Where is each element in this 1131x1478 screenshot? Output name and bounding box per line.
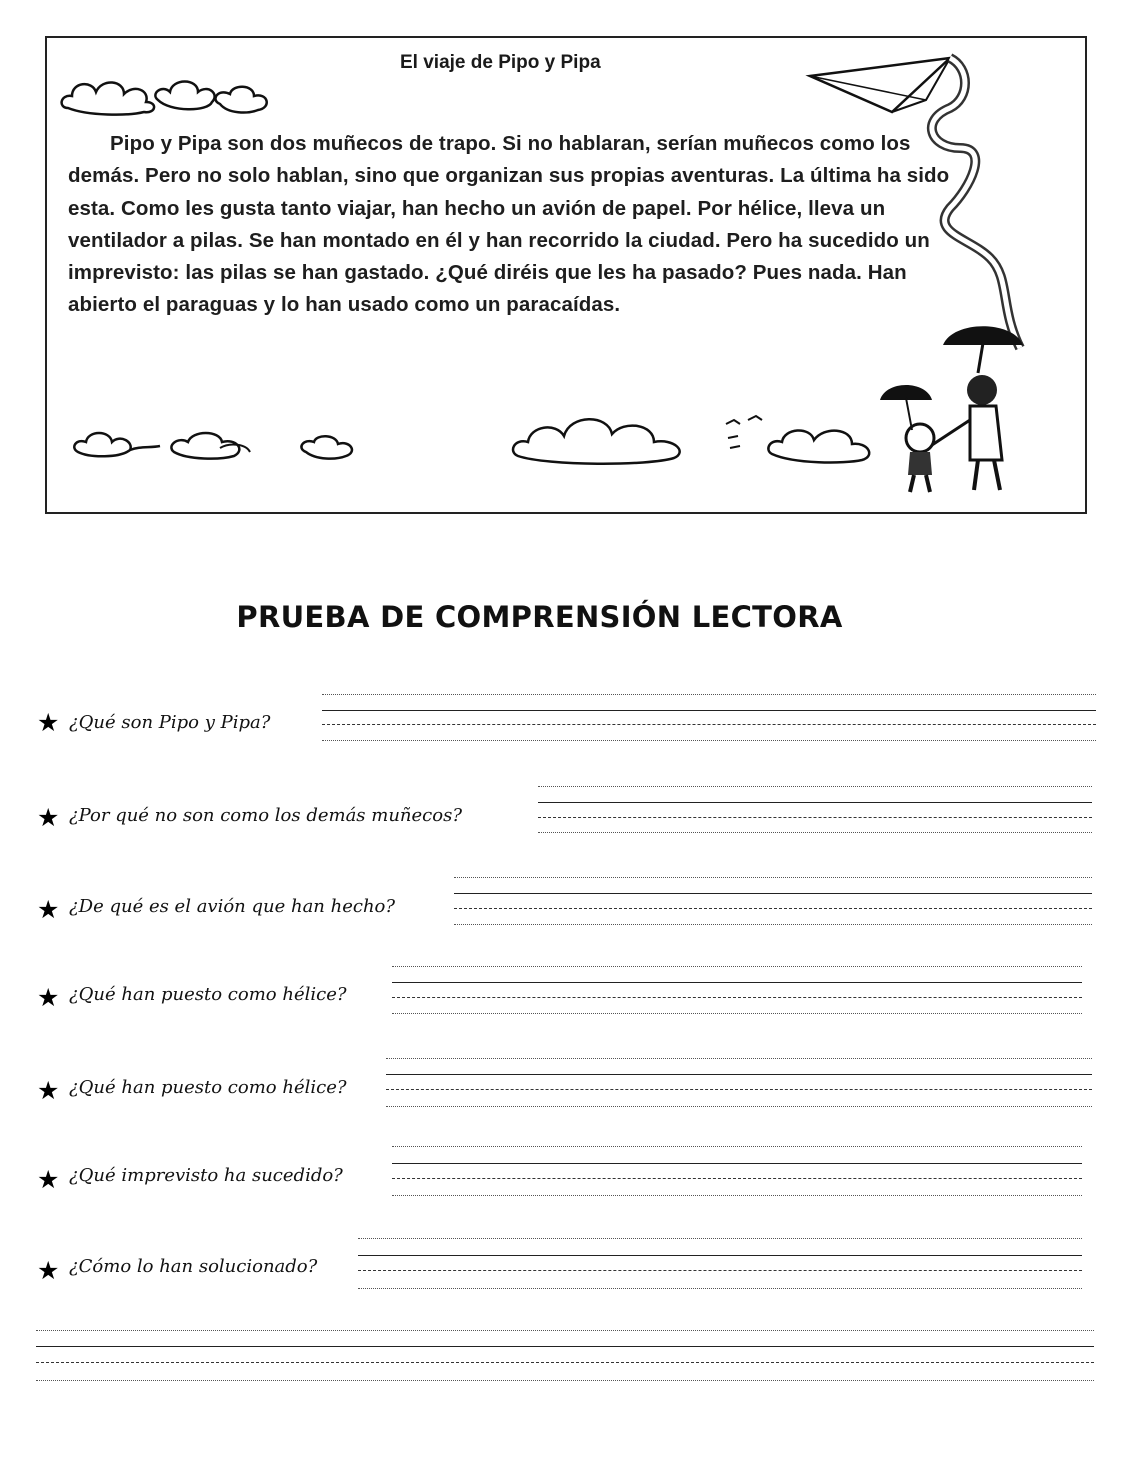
answer-lines[interactable] bbox=[36, 1330, 1094, 1382]
cloud-icon bbox=[508, 408, 708, 468]
question-text: ¿Cómo lo han solucionado? bbox=[69, 1256, 318, 1277]
cloud-icon bbox=[58, 70, 278, 120]
question-text: ¿Por qué no son como los demás muñecos? bbox=[69, 805, 462, 826]
star-icon: ★ bbox=[37, 1256, 60, 1285]
test-title: PRUEBA DE COMPRENSIÓN LECTORA bbox=[236, 600, 843, 634]
star-icon: ★ bbox=[37, 1165, 60, 1194]
cloud-icon bbox=[70, 422, 390, 462]
star-icon: ★ bbox=[37, 983, 60, 1012]
question-text: ¿De qué es el avión que han hecho? bbox=[69, 896, 396, 917]
cloud-icon bbox=[764, 416, 884, 466]
story-title: El viaje de Pipo y Pipa bbox=[400, 52, 601, 73]
star-icon: ★ bbox=[37, 1076, 60, 1105]
question-text: ¿Qué han puesto como hélice? bbox=[69, 984, 347, 1005]
story-text: Pipo y Pipa son dos muñecos de trapo. Si no hablaran, serían muñecos como los demás. Pero no solo hablan, sino que organizan sus propias aventuras. La última ha sido esta. Como les gusta tanto viajar, han hecho un avión de papel. Por hélice, lleva un ventilador a pilas. Se han montado en él y han recorrido la ciudad. Pero ha sucedido un imprevisto: las pilas se han gastado. ¿Qué diréis que les ha pasado? Pues nada. Han abierto el paraguas y lo han usado como un paracaídas. bbox=[68, 132, 950, 317]
star-icon: ★ bbox=[37, 803, 60, 832]
question-text: ¿Qué imprevisto ha sucedido? bbox=[69, 1165, 343, 1186]
answer-lines[interactable] bbox=[538, 786, 1092, 838]
answer-lines[interactable] bbox=[454, 877, 1092, 929]
question-text: ¿Qué son Pipo y Pipa? bbox=[69, 712, 271, 733]
star-icon: ★ bbox=[37, 708, 60, 737]
star-icon: ★ bbox=[37, 895, 60, 924]
question-text: ¿Qué han puesto como hélice? bbox=[69, 1077, 347, 1098]
answer-lines[interactable] bbox=[322, 694, 1096, 746]
answer-lines[interactable] bbox=[386, 1058, 1092, 1110]
answer-lines[interactable] bbox=[358, 1238, 1082, 1290]
answer-lines[interactable] bbox=[392, 1146, 1082, 1198]
doll-icon bbox=[870, 350, 1050, 500]
answer-lines[interactable] bbox=[392, 966, 1082, 1018]
